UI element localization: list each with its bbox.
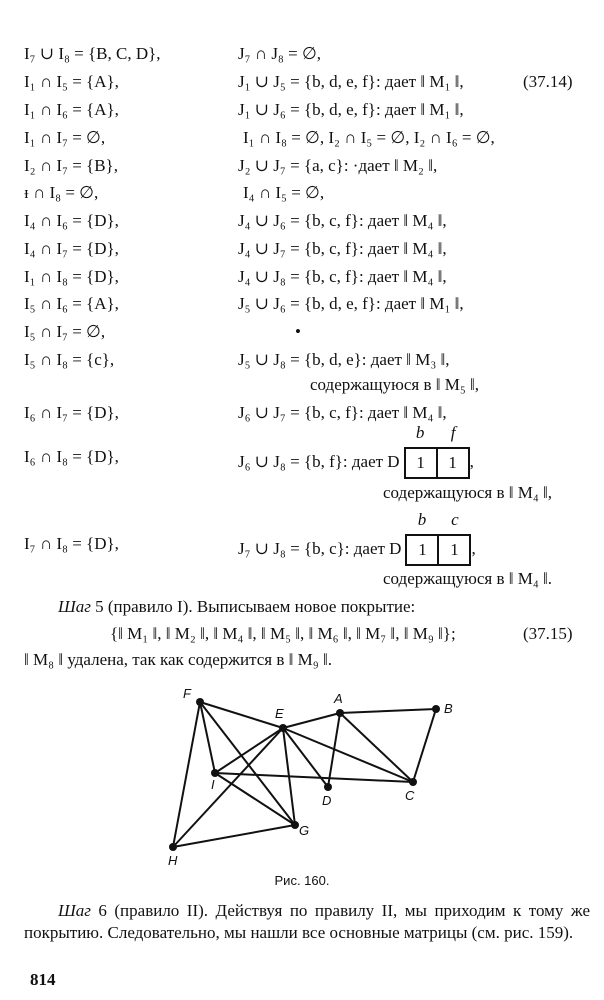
node-label-B: B <box>444 701 453 716</box>
node-H <box>169 843 177 851</box>
right-equation: I₄ ∩ I₅ = ∅, <box>243 183 325 202</box>
edge-A-B <box>340 709 436 713</box>
left-equation: I₅ ∩ I₈ = {c}, <box>24 350 115 369</box>
right-equation: J₅ ∪ J₈ = {b, d, e}: дает ‖ M₃ ‖, <box>238 350 450 369</box>
equation-row <box>0 100 604 124</box>
figure-caption: Рис. 160. <box>274 873 330 888</box>
equation-row <box>0 350 604 374</box>
node-label-F: F <box>183 686 191 701</box>
node-C <box>409 778 417 786</box>
left-equation: I₆ ∩ I₇ = {D}, <box>24 403 119 422</box>
node-label-G: G <box>299 823 310 838</box>
step-text: 5 (правило I). Выписываем новое покрытие: <box>90 597 416 616</box>
node-B <box>432 705 440 713</box>
contain-line-3: содержащуюся в ‖ M₄ ‖. <box>383 569 553 588</box>
matrix-1 <box>404 423 470 479</box>
right-equation: J₄ ∪ J₆ = {b, c, f}: дает ‖ M₄ ‖, <box>238 211 447 230</box>
right-equation: J₇ ∩ J₈ = ∅, <box>238 44 322 63</box>
contain-line-2: содержащуюся в ‖ M₄ ‖, <box>383 483 553 502</box>
node-D <box>324 783 332 791</box>
left-equation: I₂ ∩ I₇ = {B}, <box>24 156 118 175</box>
left-equation: I₆ ∩ I₈ = {D}, <box>24 447 119 466</box>
right-equation: J₅ ∪ J₆ = {b, d, e, f}: дает ‖ M₁ ‖, <box>238 294 464 313</box>
right-equation <box>238 510 476 566</box>
cover-set: {‖ M₁ ‖, ‖ M₂ ‖, ‖ M₄ ‖, ‖ M₅ ‖, ‖ M₆ ‖, ‖ M₇ ‖, ‖ M₉ ‖}; <box>110 624 456 643</box>
right-equation: J₁ ∪ J₅ = {b, d, e, f}: дает ‖ M₁ ‖, <box>238 72 464 91</box>
node-F <box>196 698 204 706</box>
step5-paragraph <box>58 597 604 617</box>
node-label-H: H <box>168 853 178 868</box>
equation-row <box>0 294 604 318</box>
matrix-cell: 1 <box>407 536 439 564</box>
left-equation: I₅ ∩ I₇ = ∅, <box>24 322 106 341</box>
matrix-header: b <box>415 423 425 442</box>
node-label-I: I <box>211 777 215 792</box>
dot-mark: • <box>295 322 301 341</box>
node-label-C: C <box>405 788 415 803</box>
contain-line-1: содержащуюся в ‖ M₅ ‖, <box>310 375 480 394</box>
left-equation: I₁ ∩ I₆ = {A}, <box>24 100 119 119</box>
edge-B-C <box>413 709 436 782</box>
right-equation <box>238 423 474 479</box>
equation-row <box>0 128 604 152</box>
matrix-cell: 1 <box>406 449 438 477</box>
edge-A-C <box>340 713 413 782</box>
trailing-comma: , <box>471 538 476 558</box>
equation-row <box>0 239 604 263</box>
equation-number-37-14: (37.14) <box>523 72 573 91</box>
step-label: Шаг <box>58 901 91 920</box>
edge-I-G <box>215 773 295 825</box>
page-number: 814 <box>30 970 56 989</box>
step-label: Шаг <box>58 597 91 616</box>
equation-row <box>0 322 604 346</box>
left-equation: I₁ ∩ I₇ = ∅, <box>24 128 106 147</box>
right-equation: J₄ ∪ J₈ = {b, c, f}: дает ‖ M₄ ‖, <box>238 267 447 286</box>
trailing-comma: , <box>469 451 474 471</box>
equation-row <box>0 267 604 291</box>
left-equation: I₅ ∩ I₆ = {A}, <box>24 294 119 313</box>
equation-row <box>0 183 604 207</box>
node-G <box>291 821 299 829</box>
left-equation: I₁ ∩ I₈ = {D}, <box>24 267 119 286</box>
node-label-E: E <box>275 706 284 721</box>
equation-row <box>0 44 604 68</box>
right-equation: J₂ ∪ J₇ = {a, c}: ·дает ‖ M₂ ‖, <box>238 156 438 175</box>
removal-note: ‖ M₈ ‖ удалена, так как содержится в ‖ M₉ ‖. <box>24 650 332 669</box>
matrix-header: f <box>450 423 456 442</box>
edge-F-H <box>173 702 200 847</box>
graph-figure <box>0 685 604 885</box>
matrix-cell: 1 <box>450 540 459 559</box>
matrix-cell: 1 <box>448 453 457 472</box>
matrix-row-2 <box>0 510 604 559</box>
right-text: J₆ ∪ J₈ = {b, f}: дает D <box>238 451 400 471</box>
left-equation: I₁ ∩ I₅ = {A}, <box>24 72 119 91</box>
equation-row <box>0 156 604 180</box>
left-equation: I₇ ∩ I₈ = {D}, <box>24 534 119 553</box>
step-text: 6 (правило II). Действуя по правилу II, мы приходим к тому же покрытию. Следовательно, мы нашли все основные матрицы (см. рис. 159). <box>24 901 590 942</box>
matrix-header: b <box>417 510 427 529</box>
right-equation: J₁ ∪ J₆ = {b, d, e, f}: дает ‖ M₁ ‖, <box>238 100 464 119</box>
node-A <box>336 709 344 717</box>
left-equation: I₄ ∩ I₆ = {D}, <box>24 211 119 230</box>
node-I <box>211 769 219 777</box>
left-equation: I₄ ∩ I₇ = {D}, <box>24 239 119 258</box>
edge-E-A <box>283 713 340 728</box>
equation-row <box>0 403 604 427</box>
equation-row <box>0 211 604 235</box>
right-text: J₇ ∪ J₈ = {b, c}: дает D <box>238 538 402 558</box>
left-equation: ᵻ ∩ I₈ = ∅, <box>24 183 99 202</box>
right-equation: J₆ ∪ J₇ = {b, c, f}: дает ‖ M₄ ‖, <box>238 403 447 422</box>
matrix-2 <box>405 510 471 566</box>
node-label-A: A <box>334 691 343 706</box>
matrix-row-1 <box>0 423 604 472</box>
right-equation: J₄ ∪ J₇ = {b, c, f}: дает ‖ M₄ ‖, <box>238 239 447 258</box>
edge-I-C <box>215 773 413 782</box>
matrix-header: c <box>451 510 459 529</box>
step6-paragraph <box>24 900 590 944</box>
equation-row <box>0 72 604 96</box>
left-equation: I₇ ∪ I₈ = {B, C, D}, <box>24 44 161 63</box>
edge-F-E <box>200 702 283 728</box>
node-E <box>279 724 287 732</box>
right-equation: I₁ ∩ I₈ = ∅, I₂ ∩ I₅ = ∅, I₂ ∩ I₆ = ∅, <box>243 128 495 147</box>
equation-number-37-15: (37.15) <box>523 624 573 643</box>
node-label-D: D <box>322 793 332 808</box>
